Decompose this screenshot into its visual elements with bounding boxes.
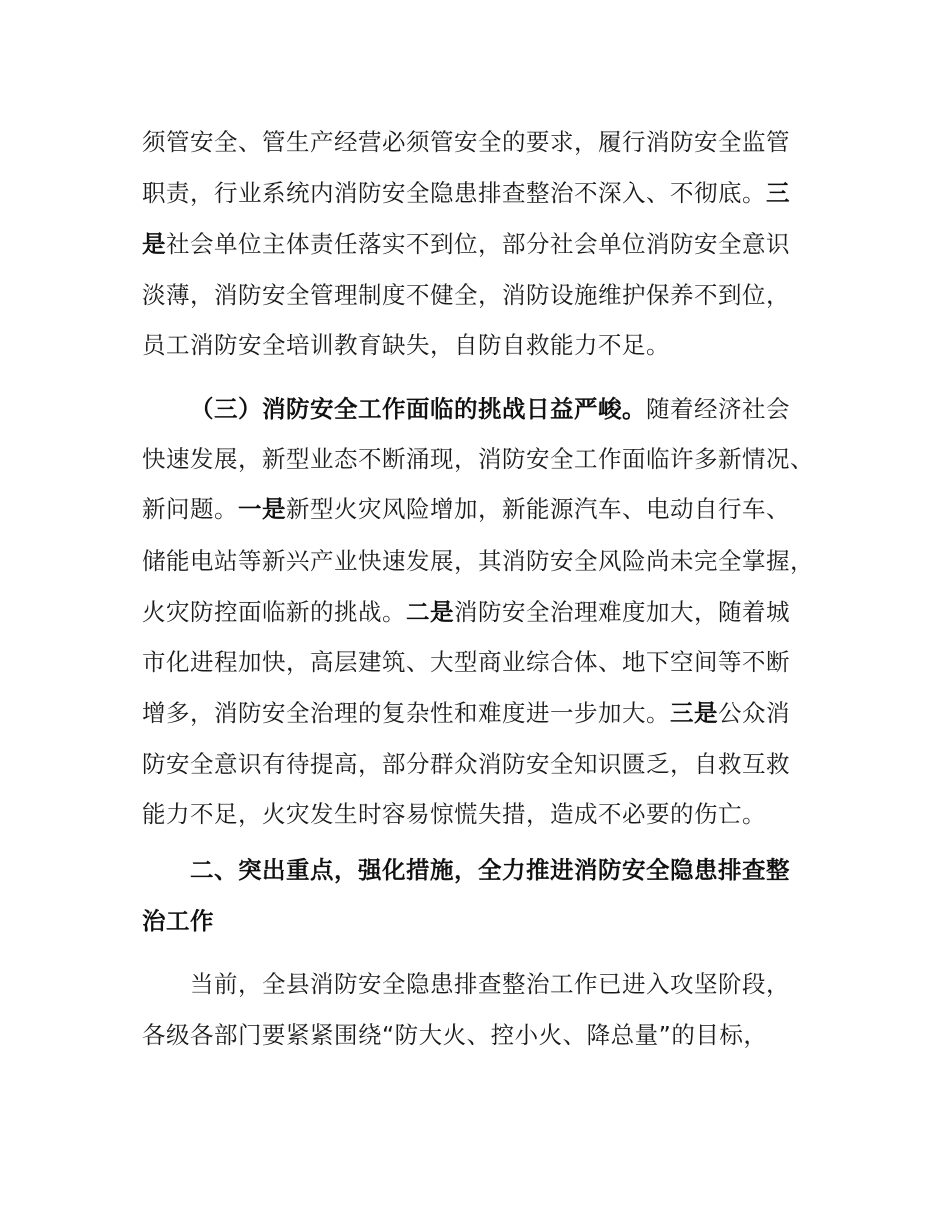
text-run: 市化进程加快，高层建筑、大型商业综合体、地下空间等不断: [142, 648, 790, 676]
text-run: 能力不足，火灾发生时容易惊慌失措，造成不必要的伤亡。: [142, 800, 766, 828]
text-run: 随着经济社会: [646, 395, 790, 423]
chapter-heading-two: [190, 854, 890, 886]
text-line: [142, 228, 842, 260]
text-line: [142, 493, 842, 525]
chapter-heading-two-cont: [142, 905, 842, 937]
text-line: [142, 545, 842, 577]
text-line: [142, 126, 842, 158]
bold-run: 是: [142, 230, 166, 258]
text-run: 当前，全县消防安全隐患排查整治工作已进入攻坚阶段，: [190, 970, 790, 998]
text-run: 增多，消防安全治理的复杂性和难度进一步加大。: [142, 699, 670, 727]
bold-run: 二、突出重点，强化措施，全力推进消防安全隐患排查整: [190, 856, 790, 884]
text-run: 新型火灾风险增加，新能源汽车、电动自行车、: [286, 495, 790, 523]
text-run: 火灾防控面临新的挑战。: [142, 598, 406, 626]
text-run: 社会单位主体责任落实不到位，部分社会单位消防安全意识: [166, 230, 790, 258]
text-line: [142, 1019, 842, 1051]
text-run: 须管安全、管生产经营必须管安全的要求，履行消防安全监管: [142, 128, 790, 156]
text-run: 新问题。: [142, 495, 238, 523]
text-run: 公众消: [718, 699, 790, 727]
bold-run: 二是: [406, 598, 454, 626]
bold-run: 一是: [238, 495, 286, 523]
text-run: 快速发展，新型业态不断涌现，消防安全工作面临许多新情况、: [142, 445, 814, 473]
section-heading-three: [190, 393, 890, 425]
text-line: [142, 177, 842, 209]
text-run: 防安全意识有待提高，部分群众消防安全知识匮乏，自救互救: [142, 750, 790, 778]
text-line: [142, 279, 842, 311]
text-line: [142, 798, 842, 830]
text-run: 员工消防安全培训教育缺失，自防自救能力不足。: [142, 331, 670, 359]
text-line: [142, 596, 842, 628]
bold-run: （三）消防安全工作面临的挑战日益严峻。: [190, 395, 646, 423]
text-line: [142, 646, 842, 678]
text-run: 消防安全治理难度加大，随着城: [454, 598, 790, 626]
bold-run: 三: [766, 179, 790, 207]
text-line: [190, 968, 890, 1000]
text-line: [142, 329, 842, 361]
text-run: 储能电站等新兴产业快速发展，其消防安全风险尚未完全掌握，: [142, 547, 814, 575]
text-line: [142, 697, 842, 729]
text-line: [142, 748, 842, 780]
text-run: 淡薄，消防安全管理制度不健全，消防设施维护保养不到位，: [142, 281, 790, 309]
text-run: 职责，行业系统内消防安全隐患排查整治不深入、不彻底。: [142, 179, 766, 207]
text-run: 各级各部门要紧紧围绕“防大火、控小火、降总量”的目标，: [142, 1021, 768, 1049]
text-line: [142, 443, 842, 475]
bold-run: 三是: [670, 699, 718, 727]
bold-run: 治工作: [142, 907, 214, 935]
